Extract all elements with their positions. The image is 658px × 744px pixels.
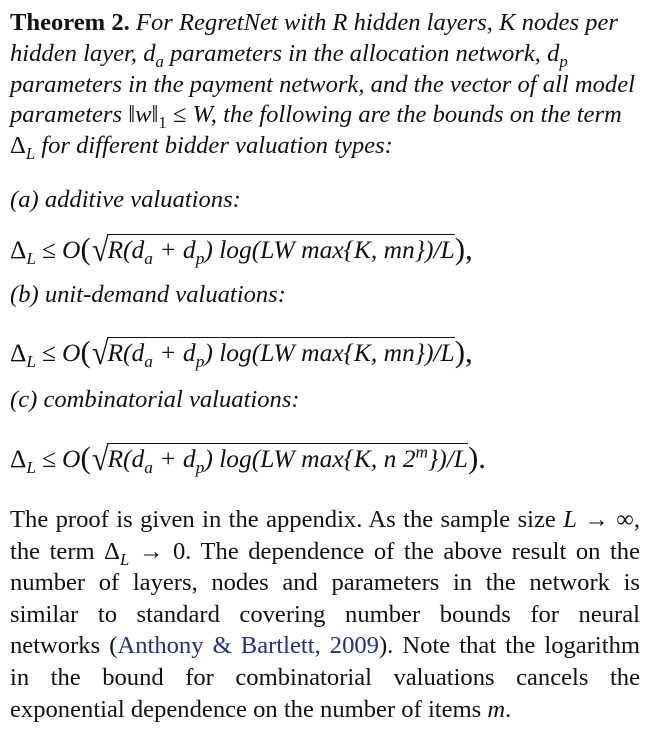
theorem-text-6: , the following are the bounds on the term — [210, 101, 622, 129]
math-dp: $d_p$ — [547, 39, 568, 71]
math-leq: ≤ — [166, 101, 193, 129]
math-da: $d_a$ — [143, 39, 164, 71]
case-c-label: (c) combinatorial valuations: — [10, 386, 300, 413]
theorem-statement — [10, 8, 646, 162]
theorem-text-4: parameters in the allocation network, — [163, 39, 548, 67]
case-a-label: (a) additive valuations: — [10, 186, 241, 213]
citation-link[interactable]: Anthony & Bartlett, 2009 — [117, 632, 379, 660]
theorem-text-1: For RegretNet with — [135, 9, 333, 36]
math-norm: $‖w‖_1$ — [128, 101, 167, 133]
theorem-text-7: for different bidder valuation types: — [35, 132, 393, 160]
theorem-text-5: parameters in the payment network, and the vector of all model parameters — [10, 70, 635, 129]
discussion-paragraph: The proof is given in the appendix. As the sample size L → ∞, the term $\Delta_L \to 0$. The dependence of the above result on the number of layers, nodes and parameters in the network is similar to standard covering number bounds for neural networks (Anthony & Bartlett, 2009). Note that the logarithm in the bound for combinatorial valuations cancels the exponential dependence on the number of items m. — [10, 506, 641, 723]
equation-a: $\Delta_L \le O(√R(d_a + d_p)$ log(LW max{K, mn})/L), — [10, 231, 473, 269]
math-W: W — [192, 101, 211, 129]
case-b-label: (b) unit-demand valuations: — [10, 281, 286, 308]
theorem-label: Theorem 2. — [10, 9, 130, 36]
math-R: R — [332, 9, 348, 36]
equation-b: $\Delta_L \le O(√R(d_a + d_p)$ log(LW max{K, mn})/L), — [10, 334, 473, 372]
math-delta: $\Delta_L$ — [10, 132, 36, 164]
equation-c: $\Delta_L \le O(√R(d_a + d_p)$ log(LW max{K, n 2$^m$})/L). — [10, 440, 487, 478]
theorem-text-3: nodes per hidden layer, — [10, 9, 618, 67]
math-K: K — [499, 9, 516, 36]
theorem-text-2: hidden layers, — [347, 9, 500, 36]
